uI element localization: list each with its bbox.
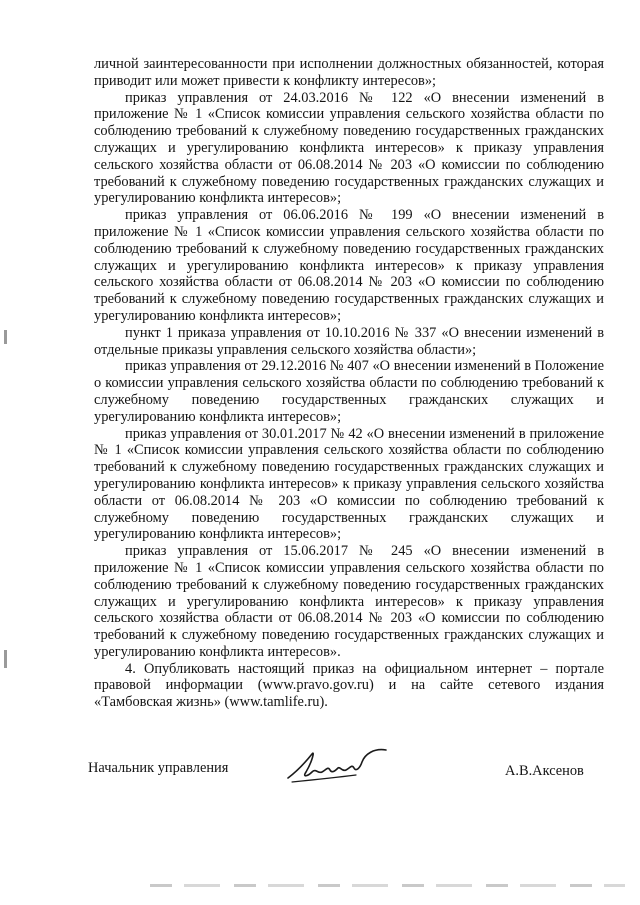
paragraph: личной заинтересованности при исполнении должностных обязанностей, которая приводит или может привести к конфликту интересов»; [94, 56, 604, 89]
scan-margin-mark [4, 330, 7, 344]
paragraph: приказ управления от 15.06.2017 № 245 «О внесении изменений в приложение № 1 «Список комиссии управления сельского хозяйства области по соблюдению требований к служебному поведению государственных гражданских служащих и урегулированию конфликта интересов» к приказу управления сельского хозяйства области от 06.08.2014 № 203 «О комиссии по соблюдению требований к служебному поведению государственных гражданских служащих и урегулированию конфликта интересов». [94, 543, 604, 660]
paragraph: приказ управления от 06.06.2016 № 199 «О внесении изменений в приложение № 1 «Список комиссии управления сельского хозяйства области по соблюдению требований к служебному поведению государственных гражданских служащих и урегулированию конфликта интересов» к приказу управления сельского хозяйства области от 06.08.2014 № 203 «О комиссии по соблюдению требований к служебному поведению государственных гражданских служащих и урегулированию конфликта интересов»; [94, 207, 604, 324]
scan-edge-noise [150, 884, 625, 887]
signatory-name: А.В.Аксенов [505, 763, 584, 779]
paragraph: приказ управления от 29.12.2016 № 407 «О внесении изменений в Положение о комиссии управления сельского хозяйства области по соблюдению требований к служебному поведению государственных гражданских служащих и урегулированию конфликта интересов»; [94, 358, 604, 425]
handwritten-signature [282, 742, 392, 788]
paragraph: приказ управления от 24.03.2016 № 122 «О внесении изменений в приложение № 1 «Список комиссии управления сельского хозяйства области по соблюдению требований к служебному поведению государственных гражданских служащих и урегулированию конфликта интересов» к приказу управления сельского хозяйства области от 06.08.2014 № 203 «О комиссии по соблюдению требований к служебному поведению государственных гражданских служащих и урегулированию конфликта интересов»; [94, 89, 604, 207]
signatory-title: Начальник управления [88, 760, 229, 776]
paragraph: пункт 1 приказа управления от 10.10.2016 № 337 «О внесении изменений в отдельные приказы управления сельского хозяйства области»; [94, 324, 604, 358]
paragraph: 4. Опубликовать настоящий приказ на официальном интернет – портале правовой информации (www.pravo.gov.ru) и на сайте сетевого издания «Тамбовская жизнь» (www.tamlife.ru). [94, 660, 604, 711]
scan-margin-mark [4, 650, 7, 668]
paragraph: приказ управления от 30.01.2017 № 42 «О внесении изменений в приложение № 1 «Список комиссии управления сельского хозяйства области по соблюдению требований к служебному поведению государственных гражданских служащих и урегулированию конфликта интересов» к приказу управления сельского хозяйства области от 06.08.2014 № 203 «О комиссии по соблюдению требований к служебному поведению государственных гражданских служащих и урегулированию конфликта интересов»; [94, 425, 604, 543]
document-body [94, 56, 604, 711]
